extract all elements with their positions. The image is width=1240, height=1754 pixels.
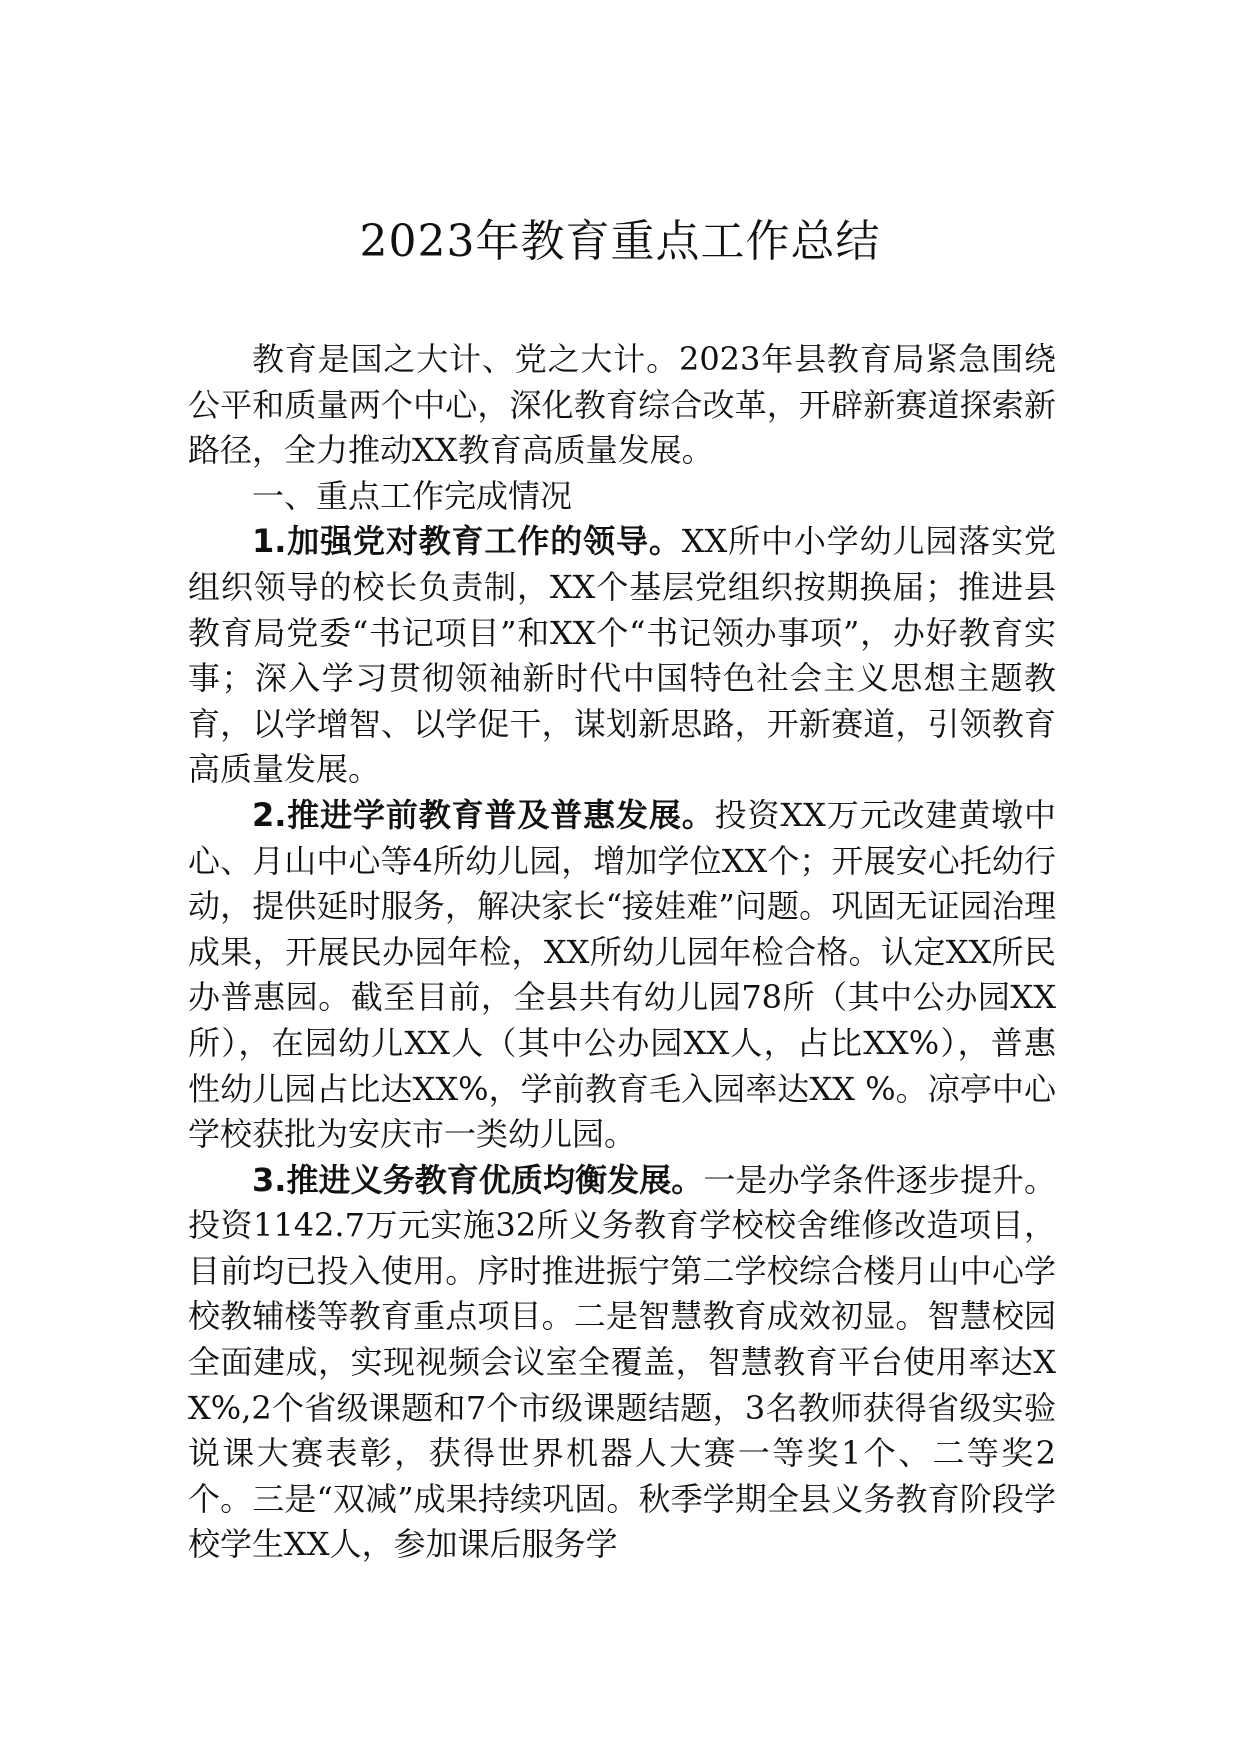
intro-paragraph: 教育是国之大计、党之大计。2023年县教育局紧急围绕公平和质量两个中心，深化教育综合改革，开辟新赛道探索新路径，全力推动XX教育高质量发展。 <box>188 340 1056 470</box>
item-lead-2: 2.推进学前教育普及普惠发展。 <box>252 795 715 834</box>
document-body <box>188 337 1056 1568</box>
item-paragraph-2 <box>188 793 1056 1158</box>
item-text-1: XX所中小学幼儿园落实党组织领导的校长负责制，XX个基层党组织按期换届；推进县教育局党委“书记项目”和XX个“书记领办事项”，办好教育实事；深入学习贯彻领袖新时代中国特色社会主义思想主题教育，以学增智、以学促干，谋划新思路，开新赛道，引领教育高质量发展。 <box>188 522 1056 789</box>
document-title: 2023年教育重点工作总结 <box>359 216 881 267</box>
item-text-3: 一是办学条件逐步提升。投资1142.7万元实施32所义务教育学校校舍维修改造项目，目前均已投入使用。序时推进振宁第二学校综合楼月山中心学校教辅楼等教育重点项目。二是智慧教育成效初显。智慧校园全面建成，实现视频会议室全覆盖，智慧教育平台使用率达XX%,2个省级课题和7个市级课题结题，3名教师获得省级实验说课大赛表彰，获得世界机器人大赛一等奖1个、二等奖2个。三是“双减”成果持续巩固。秋季学期全县义务教育阶段学校学生XX人，参加课后服务学 <box>188 1160 1056 1564</box>
item-paragraph-1 <box>188 519 1056 793</box>
section-heading: 一、重点工作完成情况 <box>252 476 573 515</box>
item-lead-3: 3.推进义务教育优质均衡发展。 <box>252 1160 704 1199</box>
item-paragraph-3 <box>188 1158 1056 1568</box>
item-text-2: 投资XX万元改建黄墩中心、月山中心等4所幼儿园，增加学位XX个；开展安心托幼行动，提供延时服务，解决家长“接娃难”问题。巩固无证园治理成果，开展民办园年检，XX所幼儿园年检合格。认定XX所民办普惠园。截至目前，全县共有幼儿园78所（其中公办园XX所），在园幼儿XX人（其中公办园XX人，占比XX%），普惠性幼儿园占比达XX%，学前教育毛入园率达XX %。凉亭中心学校获批为安庆市一类幼儿园。 <box>188 795 1056 1154</box>
item-lead-1: 1.加强党对教育工作的领导。 <box>252 522 682 561</box>
